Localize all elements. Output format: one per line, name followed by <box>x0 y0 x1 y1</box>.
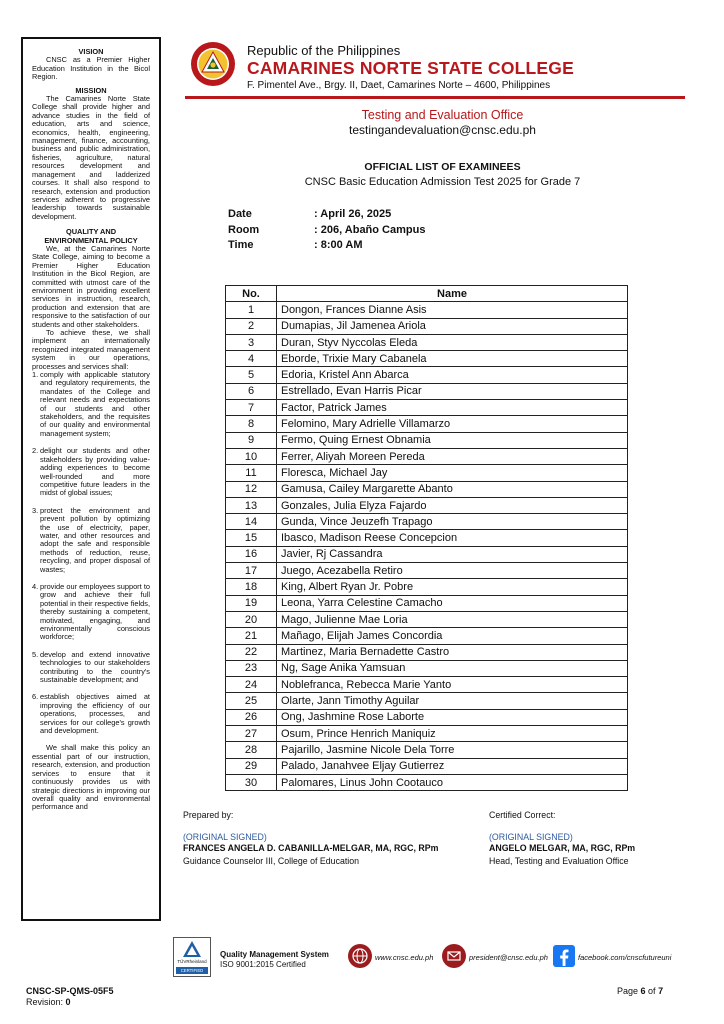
examinee-name: Gamusa, Cailey Margarette Abanto <box>277 481 628 497</box>
examinee-name: Noblefranca, Rebecca Marie Yanto <box>277 677 628 693</box>
table-row <box>226 400 628 416</box>
examinee-name: Gunda, Vince Jeuzefh Trapago <box>277 514 628 530</box>
facebook-icon <box>553 945 575 967</box>
policy-closing: We shall make this policy an essential part of our instruction, research, extension, and production services to ensure that it continuously provides us with strategic directions in improving our overall quality and environmental performance and <box>32 743 150 812</box>
examinee-number: 11 <box>226 465 277 481</box>
examinee-number: 3 <box>226 334 277 350</box>
table-row <box>226 677 628 693</box>
examinee-number: 29 <box>226 758 277 774</box>
examinee-name: Ong, Jashmine Rose Laborte <box>277 709 628 725</box>
examinee-name: Palomares, Linus John Cootauco <box>277 774 628 790</box>
examinee-name: Factor, Patrick James <box>277 400 628 416</box>
document-subtitle: CNSC Basic Education Admission Test 2025 for Grade 7 <box>304 176 581 188</box>
examinee-number: 14 <box>226 514 277 530</box>
table-row <box>226 774 628 790</box>
college-name: CAMARINES NORTE STATE COLLEGE <box>247 58 574 78</box>
examinee-name: Ibasco, Madison Reese Concepcion <box>277 530 628 546</box>
examinee-number: 8 <box>226 416 277 432</box>
quality-heading-line1: QUALITY AND <box>65 227 117 237</box>
time-label: Time <box>228 239 254 251</box>
examinee-name: Floresca, Michael Jay <box>277 465 628 481</box>
table-row <box>226 416 628 432</box>
document-title: OFFICIAL LIST OF EXAMINEES <box>364 161 521 173</box>
office-email: testingandevaluation@cnsc.edu.ph <box>349 123 536 137</box>
examinee-name: Javier, Rj Cassandra <box>277 546 628 562</box>
revision <box>26 997 71 1007</box>
policy-item: 1. comply with applicable statutory and regulatory requirements, the mandates of the College and relevant needs and expectations of our students and other stakeholders, and the requisites of our quality and environmental management system; <box>32 370 150 438</box>
policy-item: 3. protect the environment and prevent pollution by optimizing the use of electricity, paper, water, and other resources and adopt the safe and responsible methods of reduction, reuse, recycling, and proper disposal of wastes; <box>32 505 150 574</box>
examinee-number: 16 <box>226 546 277 562</box>
facebook-link[interactable]: facebook.com/cnscfutureuni <box>578 953 672 962</box>
table-header-row <box>226 286 628 302</box>
examinee-number: 17 <box>226 563 277 579</box>
examinee-name: Mañago, Elijah James Concordia <box>277 628 628 644</box>
policy-item: 2. delight our students and other stakeholders by providing value-adding experiences to become well-rounded and more competitive future leaders in the midst of global issues; <box>32 446 150 498</box>
table-row <box>226 514 628 530</box>
examinee-number: 2 <box>226 318 277 334</box>
table-row <box>226 481 628 497</box>
examinee-name: Palado, Janahvee Eljay Gutierrez <box>277 758 628 774</box>
table-row <box>226 709 628 725</box>
prepared-by-label: Prepared by: <box>183 810 234 820</box>
certified-label: Certified Correct: <box>489 810 556 820</box>
table-row <box>226 693 628 709</box>
table-row <box>226 383 628 399</box>
table-row <box>226 334 628 350</box>
examinee-number: 20 <box>226 611 277 627</box>
policy-sidebar <box>21 37 161 921</box>
president-email-link[interactable]: president@cnsc.edu.ph <box>469 953 548 962</box>
table-row <box>226 758 628 774</box>
examinee-number: 6 <box>226 383 277 399</box>
examinee-name: Estrellado, Evan Harris Picar <box>277 383 628 399</box>
examinee-number: 9 <box>226 432 277 448</box>
examinee-number: 1 <box>226 302 277 318</box>
revision-value: 0 <box>65 997 71 1007</box>
examinee-number: 21 <box>226 628 277 644</box>
examinee-name: Ng, Sage Anika Yamsuan <box>277 660 628 676</box>
qms-title: Quality Management System <box>220 950 329 959</box>
examinee-name: Martinez, Maria Bernadette Castro <box>277 644 628 660</box>
examinee-number: 18 <box>226 579 277 595</box>
examinee-name: Ferrer, Aliyah Moreen Pereda <box>277 448 628 464</box>
mail-icon <box>442 944 466 968</box>
examinee-number: 5 <box>226 367 277 383</box>
mission-text: The Camarines Norte State College shall provide higher and advance studies in the field of education, arts and science, economics, health, engineering, management, finance, accounting, business and public administration, fisheries, agriculture, natural resources development and management and ladderized courses. It shall also respond to research, extension and production services adherent to progressive leadership towards sustainable development. <box>32 94 150 221</box>
page-label: Page <box>617 986 641 996</box>
room-label: Room <box>228 224 260 236</box>
examinee-name: Pajarillo, Jasmine Nicole Dela Torre <box>277 742 628 758</box>
tuv-certified: CERTIFIED <box>176 967 208 974</box>
room-row <box>228 224 425 236</box>
table-row <box>226 579 628 595</box>
time-value: : 8:00 AM <box>314 239 363 251</box>
vision-text: CNSC as a Premier Higher Education Institution in the Bicol Region. <box>32 55 150 82</box>
examinee-number: 13 <box>226 497 277 513</box>
column-header-no: No. <box>226 286 277 302</box>
header-divider <box>185 96 685 99</box>
examinee-name: Leona, Yarra Celestine Camacho <box>277 595 628 611</box>
table-row <box>226 367 628 383</box>
policy-item: 5. develop and extend innovative technologies to our stakeholders contributing to the country's sustainable development; and <box>32 649 150 685</box>
certified-title: Head, Testing and Evaluation Office <box>489 856 629 866</box>
date-label: Date <box>228 208 252 220</box>
table-row <box>226 546 628 562</box>
page-current: 6 <box>640 986 646 996</box>
certified-name: ANGELO MELGAR, MA, RGC, RPm <box>489 843 636 853</box>
examinee-name: Edoria, Kristel Ann Abarca <box>277 367 628 383</box>
certified-block <box>489 832 635 866</box>
examinee-number: 27 <box>226 726 277 742</box>
prepared-name: FRANCES ANGELA D. CABANILLA-MELGAR, MA, RGC, RPm <box>183 843 439 853</box>
policy-list <box>32 371 150 735</box>
examinee-name: Felomino, Mary Adrielle Villamarzo <box>277 416 628 432</box>
quality-heading-line2: ENVIRONMENTAL POLICY <box>44 235 138 245</box>
examinee-name: Eborde, Trixie Mary Cabanela <box>277 351 628 367</box>
examinee-name: Osum, Prince Henrich Maniquiz <box>277 726 628 742</box>
page-total: 7 <box>658 986 664 996</box>
qms-block <box>220 950 329 969</box>
prepared-signed-note: (ORIGINAL SIGNED) <box>183 832 267 842</box>
table-row <box>226 595 628 611</box>
page-of: of <box>645 986 659 996</box>
examinee-number: 26 <box>226 709 277 725</box>
office-name: Testing and Evaluation Office <box>361 108 524 122</box>
table-row <box>226 465 628 481</box>
tuv-certification-badge <box>173 937 211 977</box>
table-row <box>226 530 628 546</box>
examinee-number: 30 <box>226 774 277 790</box>
date-value: : April 26, 2025 <box>314 208 392 220</box>
examinee-name: Juego, Acezabella Retiro <box>277 563 628 579</box>
revision-label: Revision: <box>26 997 66 1007</box>
date-row <box>228 208 391 220</box>
mission-heading: MISSION <box>75 85 107 95</box>
examinee-number: 22 <box>226 644 277 660</box>
table-row <box>226 318 628 334</box>
table-row <box>226 432 628 448</box>
table-row <box>226 644 628 660</box>
examinee-name: Olarte, Jann Timothy Aguilar <box>277 693 628 709</box>
prepared-by-block <box>183 832 438 866</box>
table-row <box>226 628 628 644</box>
table-row <box>226 563 628 579</box>
table-row <box>226 660 628 676</box>
policy-item: 6. establish objectives aimed at improving the efficiency of our operations, processes, and services for our college's growth and development. <box>32 692 150 736</box>
examinee-name: Fermo, Quing Ernest Obnamia <box>277 432 628 448</box>
qms-iso: ISO 9001:2015 Certified <box>220 960 306 969</box>
republic-text: Republic of the Philippines <box>247 43 401 58</box>
certified-signed-note: (ORIGINAL SIGNED) <box>489 832 573 842</box>
tuv-triangle-icon <box>183 941 201 957</box>
room-value: : 206, Abaño Campus <box>314 224 426 236</box>
examinee-name: Mago, Julienne Mae Loria <box>277 611 628 627</box>
examinee-number: 12 <box>226 481 277 497</box>
examinee-number: 10 <box>226 448 277 464</box>
examinee-name: King, Albert Ryan Jr. Pobre <box>277 579 628 595</box>
cnsc-seal-icon <box>190 41 236 87</box>
globe-icon <box>348 944 372 968</box>
policy-item: 4. provide our employees support to grow and achieve their full potential in their respective fields, thereby sustaining a competent, motivated, engaging, and environmentally conscious workforce; <box>32 581 150 642</box>
table-body <box>226 302 628 791</box>
website-link[interactable]: www.cnsc.edu.ph <box>375 953 434 962</box>
table-row <box>226 726 628 742</box>
time-row <box>228 239 363 251</box>
table-row <box>226 302 628 318</box>
examinee-number: 7 <box>226 400 277 416</box>
examinee-name: Dongon, Frances Dianne Asis <box>277 302 628 318</box>
examinee-number: 19 <box>226 595 277 611</box>
examinee-number: 28 <box>226 742 277 758</box>
examinee-name: Gonzales, Julia Elyza Fajardo <box>277 497 628 513</box>
examinee-number: 4 <box>226 351 277 367</box>
table-row <box>226 497 628 513</box>
column-header-name: Name <box>277 286 628 302</box>
examinee-name: Dumapias, Jil Jamenea Ariola <box>277 318 628 334</box>
table-row <box>226 448 628 464</box>
prepared-title: Guidance Counselor III, College of Education <box>183 856 360 866</box>
examinee-number: 24 <box>226 677 277 693</box>
form-code: CNSC-SP-QMS-05F5 <box>26 986 114 996</box>
examinee-number: 23 <box>226 660 277 676</box>
examinees-table <box>225 285 628 791</box>
examinee-number: 15 <box>226 530 277 546</box>
college-address: F. Pimentel Ave., Brgy. II, Daet, Camarines Norte – 4600, Philippines <box>247 80 551 91</box>
examinee-number: 25 <box>226 693 277 709</box>
table-row <box>226 351 628 367</box>
tuv-label: TÜVRheinland <box>177 959 207 964</box>
quality-intro-2: To achieve these, we shall implement an internationally recognized integrated management system in our operations, processes and services shall: <box>32 328 150 371</box>
page-number <box>617 986 663 996</box>
table-row <box>226 742 628 758</box>
table-row <box>226 611 628 627</box>
examinee-name: Duran, Styv Nyccolas Eleda <box>277 334 628 350</box>
vision-heading: VISION <box>78 47 104 56</box>
quality-intro: We, at the Camarines Norte State College, aiming to become a Premier Higher Education Institution in the Bicol Region, are committed with utmost care of the environment in providing excellent services in instruction, research, production and extension that are responsive to the satisfaction of our students and other stakeholders. <box>32 243 150 329</box>
